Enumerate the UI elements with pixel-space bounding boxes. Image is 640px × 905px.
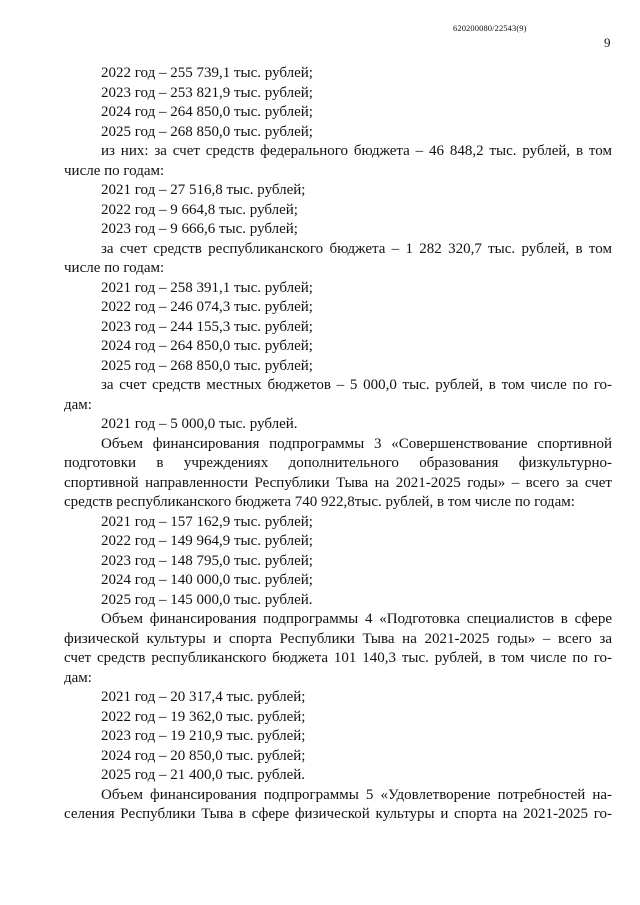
document-body [64,64,612,825]
text-line: средств республиканского бюджета 740 922,8тыс. рублей, в том числе по годам: [64,494,575,510]
text-line: 2022 год – 246 074,3 тыс. рублей; [101,299,313,315]
text-line: 2022 год – 19 362,0 тыс. рублей; [101,708,306,725]
text-line: за счет средств местных бюджетов – 5 000,0 тыс. рублей, в том числе по го- [101,377,612,393]
text-line: числе по годам: [64,260,165,276]
text-line: Объем финансирования подпрограммы 4 «Подготовка специалистов в сфере [101,611,612,627]
text-line: подготовки в учреждениях дополнительного образования физкультурно- [64,455,612,471]
text-line: спортивной направленности Республики Тыва на 2021-2025 годы» – всего за счет [64,474,612,491]
text-line: 2021 год – 157 162,9 тыс. рублей; [101,513,313,530]
text-line: 2023 год – 253 821,9 тыс. рублей; [101,84,313,101]
text-line: 2023 год – 19 210,9 тыс. рублей; [101,728,306,744]
text-line: 2023 год – 9 666,6 тыс. рублей; [101,221,298,237]
text-line: 2022 год – 9 664,8 тыс. рублей; [101,201,298,218]
text-line: 2024 год – 264 850,0 тыс. рублей; [101,104,313,120]
text-line: дам: [64,669,92,686]
text-line: дам: [64,396,92,413]
page-number: 9 [604,35,611,50]
text-line: 2021 год – 258 391,1 тыс. рублей; [101,279,313,296]
text-line: Объем финансирования подпрограммы 5 «Удовлетворение потребностей на- [101,786,612,803]
text-line: 2021 год – 20 317,4 тыс. рублей; [101,689,306,705]
text-line: физической культуры и спорта Республики Тыва на 2021-2025 годы» – всего за [64,630,612,647]
text-line: 2021 год – 5 000,0 тыс. рублей. [101,416,298,432]
text-line: 2024 год – 20 850,0 тыс. рублей; [101,747,306,764]
text-line: 2021 год – 27 516,8 тыс. рублей; [101,182,306,198]
text-line: 2022 год – 149 964,9 тыс. рублей; [101,533,313,549]
text-line: 2024 год – 140 000,0 тыс. рублей; [101,572,313,588]
text-line: 2023 год – 148 795,0 тыс. рублей; [101,552,313,569]
text-line: Объем финансирования подпрограммы 3 «Совершенствование спортивной [101,435,612,452]
text-line: селения Республики Тыва в сфере физической культуры и спорта на 2021-2025 го- [64,806,612,822]
text-line: 2025 год – 268 850,0 тыс. рублей; [101,357,313,374]
text-line: 2023 год – 244 155,3 тыс. рублей; [101,318,313,335]
text-line: числе по годам: [64,162,165,179]
text-line: 2025 год – 268 850,0 тыс. рублей; [101,123,313,140]
text-line: счет средств республиканского бюджета 101 140,3 тыс. рублей, в том числе по го- [64,650,612,666]
text-line: 2025 год – 145 000,0 тыс. рублей. [101,591,313,608]
text-line: из них: за счет средств федерального бюджета – 46 848,2 тыс. рублей, в том [101,143,612,159]
text-line: 2025 год – 21 400,0 тыс. рублей. [101,767,306,783]
text-line: за счет средств республиканского бюджета – 1 282 320,7 тыс. рублей, в том [101,240,612,257]
text-line: 2022 год – 255 739,1 тыс. рублей; [101,65,313,81]
text-line: 2024 год – 264 850,0 тыс. рублей; [101,338,313,354]
document-id: 620200080/22543(9) [453,23,527,33]
